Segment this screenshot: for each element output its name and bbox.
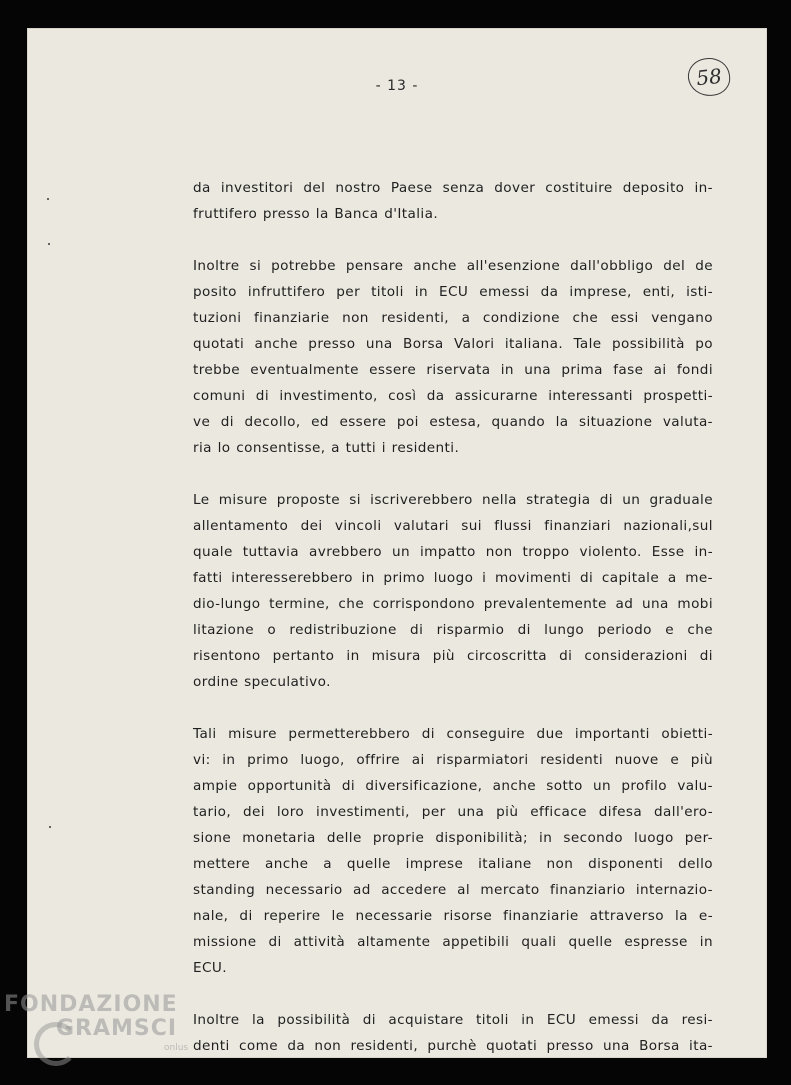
text-line: litazione o redistribuzione di risparmio di lungo periodo e che xyxy=(193,622,713,638)
scan-speck xyxy=(48,243,50,245)
text-line: missione di attività altamente appetibili quali quelle espresse in xyxy=(193,934,713,950)
document-page xyxy=(27,28,767,1058)
watermark xyxy=(4,994,188,1053)
text-line: vi: in primo luogo, offrire ai risparmiatori residenti nuove e più xyxy=(193,752,713,768)
text-line: fruttifero presso la Banca d'Italia. xyxy=(193,206,439,222)
text-line: Le misure proposte si iscriverebbero nella strategia di un graduale xyxy=(193,492,713,508)
text-line: tuzioni finanziarie non residenti, a condizione che essi vengano xyxy=(193,310,713,326)
paragraph-1 xyxy=(193,175,713,227)
scan-speck xyxy=(49,826,51,828)
paragraph-4 xyxy=(193,721,713,981)
text-line: tario, dei loro investimenti, per una più efficace difesa dall'ero- xyxy=(193,804,713,820)
paragraph-2 xyxy=(193,253,713,461)
text-line: da investitori del nostro Paese senza dover costituire deposito in- xyxy=(193,180,713,196)
text-line: standing necessario ad accedere al mercato finanziario internazio- xyxy=(193,882,713,898)
text-line: risentono pertanto in misura più circoscritta di considerazioni di xyxy=(193,648,713,664)
text-line: Tali misure permetterebbero di conseguire due importanti obietti- xyxy=(193,726,713,742)
text-line: ria lo consentisse, a tutti i residenti. xyxy=(193,440,460,456)
text-line: mettere anche a quelle imprese italiane non disponenti dello xyxy=(193,856,713,872)
page-number: - 13 - xyxy=(375,78,419,94)
scan-speck xyxy=(47,198,49,200)
text-line: ampie opportunità di diversificazione, anche sotto un profilo valu- xyxy=(193,778,713,794)
text-line: Inoltre si potrebbe pensare anche all'esenzione dall'obbligo del de xyxy=(193,258,713,274)
text-line: ve di decollo, ed essere poi estesa, quando la situazione valuta- xyxy=(193,414,713,430)
text-line: trebbe eventualmente essere riservata in una prima fase ai fondi xyxy=(193,362,713,378)
text-line: allentamento dei vincoli valutari sui flussi finanziari nazionali,sul xyxy=(193,518,713,534)
paragraph-5 xyxy=(193,1007,713,1059)
handwritten-folio-number: 58 xyxy=(686,56,732,98)
text-line: fatti interesserebbero in primo luogo i movimenti di capitale a me- xyxy=(193,570,713,586)
watermark-line: GRAMSCI xyxy=(56,1016,178,1041)
text-line: sione monetaria delle proprie disponibilità; in secondo luogo per- xyxy=(193,830,713,846)
text-line: ECU. xyxy=(193,960,227,976)
text-line: ordine speculativo. xyxy=(193,674,331,690)
text-line: quotati anche presso una Borsa Valori italiana. Tale possibilità po xyxy=(193,336,713,352)
text-line: quale tuttavia avrebbero un impatto non troppo violento. Esse in- xyxy=(193,544,713,560)
text-line: Inoltre la possibilità di acquistare titoli in ECU emessi da resi- xyxy=(193,1012,713,1028)
text-line: comuni di investimento, così da assicurarne interessanti prospetti- xyxy=(193,388,713,404)
text-line: dio-lungo termine, che corrispondono prevalentemente ad una mobi xyxy=(193,596,713,612)
text-line: nale, di reperire le necessarie risorse finanziarie attraverso la e- xyxy=(193,908,713,924)
document-body xyxy=(193,175,713,1085)
watermark-line: FONDAZIONE xyxy=(4,992,178,1017)
watermark-line: onlus xyxy=(164,1043,189,1053)
paragraph-3 xyxy=(193,487,713,695)
text-line: denti come da non residenti, purchè quotati presso una Borsa ita- xyxy=(193,1038,713,1054)
text-line: posito infruttifero per titoli in ECU emessi da imprese, enti, isti- xyxy=(193,284,713,300)
